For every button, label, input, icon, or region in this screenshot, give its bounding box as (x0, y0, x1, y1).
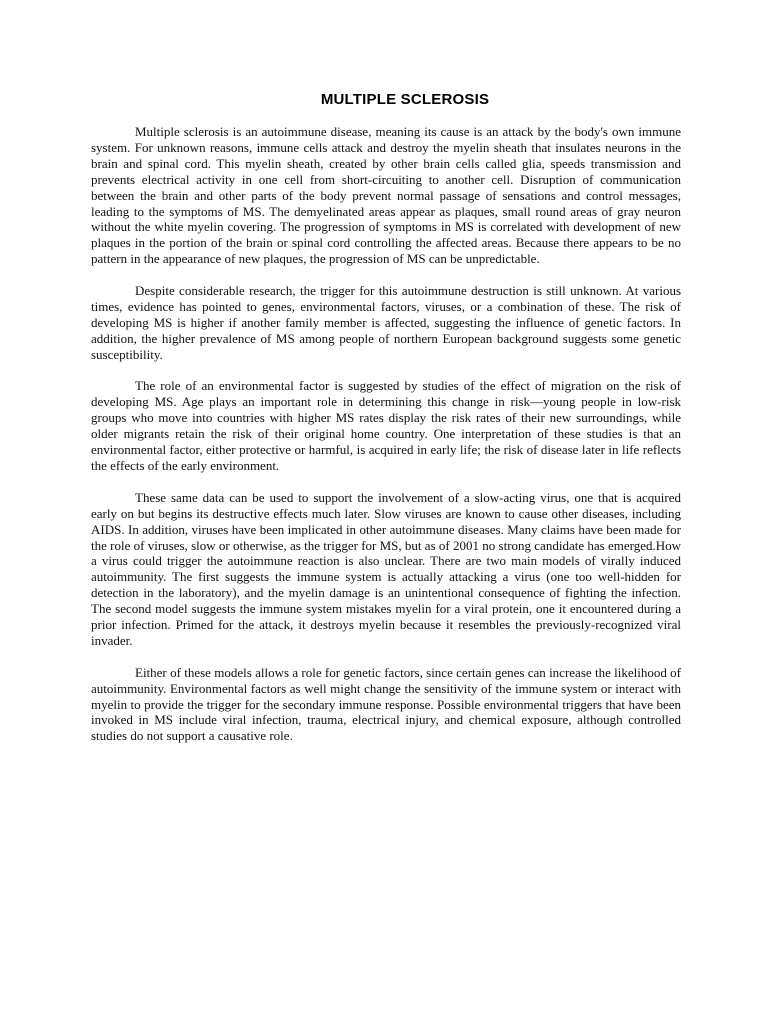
paragraph: Either of these models allows a role for genetic factors, since certain genes can increase the likelihood of autoimmunity. Environmental factors as well might change the sensitivity of the immune system or interact with myelin to provide the trigger for the secondary immune response. Possible environmental triggers that have been invoked in MS include viral infection, trauma, electrical injury, and chemical exposure, although controlled studies do not support a causative role. (91, 664, 681, 744)
document-title: MULTIPLE SCLEROSIS (320, 91, 490, 108)
paragraph: Multiple sclerosis is an autoimmune disease, meaning its cause is an attack by the body's own immune system. For unknown reasons, immune cells attack and destroy the myelin sheath that insulates neurons in the brain and spinal cord. This myelin sheath, created by other brain cells called glia, speeds transmission and prevents electrical activity in one cell from short-circuiting to another cell. Disruption of communication between the brain and other parts of the body prevent normal passage of sensations and control messages, leading to the symptoms of MS. The demyelinated areas appear as plaques, small round areas of gray neuron without the white myelin covering. The progression of symptoms in MS is correlated with development of new plaques in the portion of the brain or spinal cord controlling the affected areas. Because there appears to be no pattern in the appearance of new plaques, the progression of MS can be unpredictable. (91, 124, 681, 267)
paragraph: Despite considerable research, the trigger for this autoimmune destruction is still unknown. At various times, evidence has pointed to genes, environmental factors, viruses, or a combination of these. The risk of developing MS is higher if another family member is affected, suggesting the influence of genetic factors. In addition, the higher prevalence of MS among people of northern European background suggests some genetic susceptibility. (91, 283, 681, 362)
document-body (91, 124, 681, 760)
paragraph: The role of an environmental factor is suggested by studies of the effect of migration on the risk of developing MS. Age plays an important role in determining this change in risk—young people in low-risk groups who move into countries with higher MS rates display the risk rates of their new surroundings, while older migrants retain the risk of their original home country. One interpretation of these studies is that an environmental factor, either protective or harmful, is acquired in early life; the risk of disease later in life reflects the effects of the early environment. (91, 378, 681, 473)
paragraph: These same data can be used to support the involvement of a slow-acting virus, one that is acquired early on but begins its destructive effects much later. Slow viruses are known to cause other diseases, including AIDS. In addition, viruses have been implicated in other autoimmune diseases. Many claims have been made for the role of viruses, slow or otherwise, as the trigger for MS, but as of 2001 no strong candidate has emerged.How a virus could trigger the autoimmune reaction is also unclear. There are two main models of virally induced autoimmunity. The first suggests the immune system is actually attacking a virus (one too well-hidden for detection in the laboratory), and the myelin damage is an unintentional consequence of fighting the infection. The second model suggests the immune system mistakes myelin for a viral protein, one it encountered during a prior infection. Primed for the attack, it destroys myelin because it resembles the previously-recognized viral invader. (91, 489, 681, 648)
